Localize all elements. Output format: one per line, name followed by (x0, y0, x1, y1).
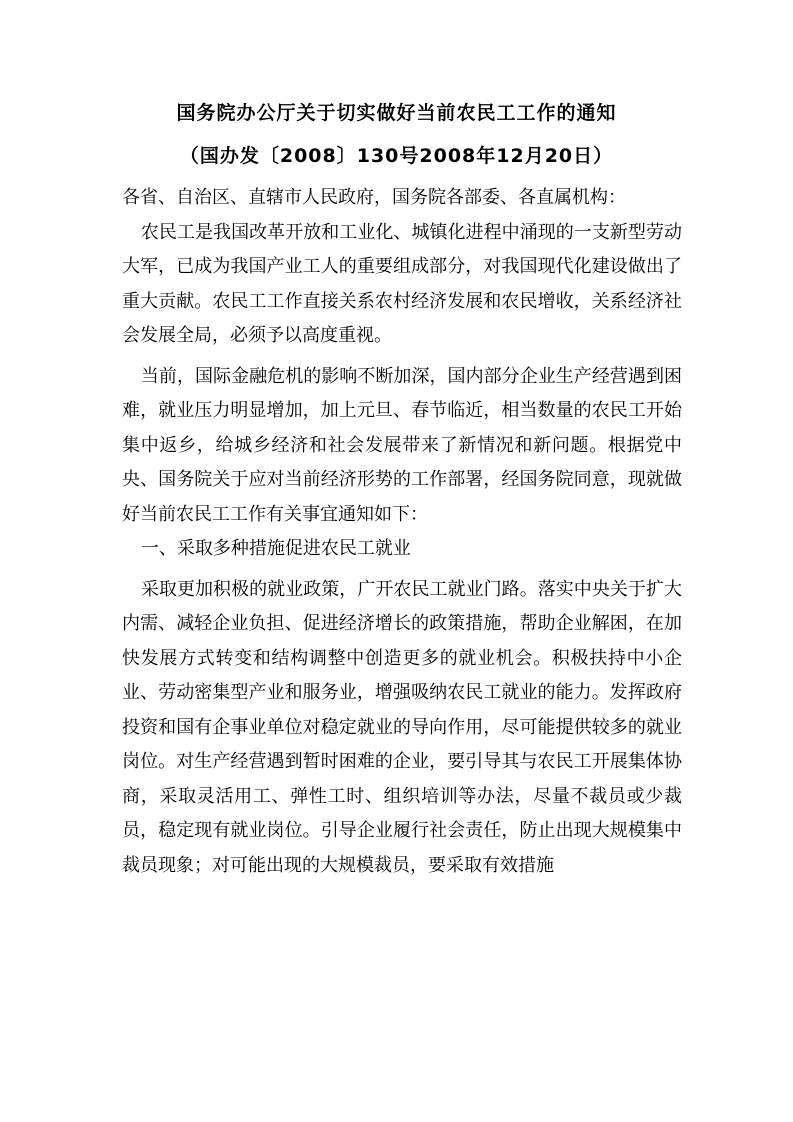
section-heading: 一、采取多种措施促进农民工就业 (140, 538, 411, 559)
salutation: 各省、自治区、直辖市人民政府，国务院各部委、各直属机构： (122, 187, 626, 208)
document-title: 国务院办公厅关于切实做好当前农民工工作的通知 (176, 102, 617, 124)
paragraph: 当前，国际金融危机的影响不断加深，国内部分企业生产经营遇到困难，就业压力明显增加，加上元旦、春节临近，相当数量的农民工开始集中返乡，给城乡经济和社会发展带来了新情况和新问题。根据党中央、国务院关于应对当前经济形势的工作部署，经国务院同意，现就做好当前农民工工作有关事宜通知如下： (122, 365, 682, 525)
document-number: （国办发〔2008〕130号2008年12月20日） (179, 145, 614, 167)
paragraph: 农民工是我国改革开放和工业化、城镇化进程中涌现的一支新型劳动大军，已成为我国产业工人的重要组成部分，对我国现代化建设做出了重大贡献。农民工工作直接关系农村经济发展和农民增收，关系经济社会发展全局，必须予以高度重视。 (122, 221, 682, 346)
section-paragraph: 采取更加积极的就业政策，广开农民工就业门路。落实中央关于扩大内需、减轻企业负担、促进经济增长的政策措施，帮助企业解困，在加快发展方式转变和结构调整中创造更多的就业机会。积极扶持中小企业、劳动密集型产业和服务业，增强吸纳农民工就业的能力。发挥政府投资和国有企事业单位对稳定就业的导向作用，尽可能提供较多的就业岗位。对生产经营遇到暂时困难的企业，要引导其与农民工开展集体协商，采取灵活用工、弹性工时、组织培训等办法，尽量不裁员或少裁员，稳定现有就业岗位。引导企业履行社会责任，防止出现大规模集中裁员现象；对可能出现的大规模裁员，要采取有效措施 (122, 578, 682, 876)
document-body (122, 181, 682, 883)
